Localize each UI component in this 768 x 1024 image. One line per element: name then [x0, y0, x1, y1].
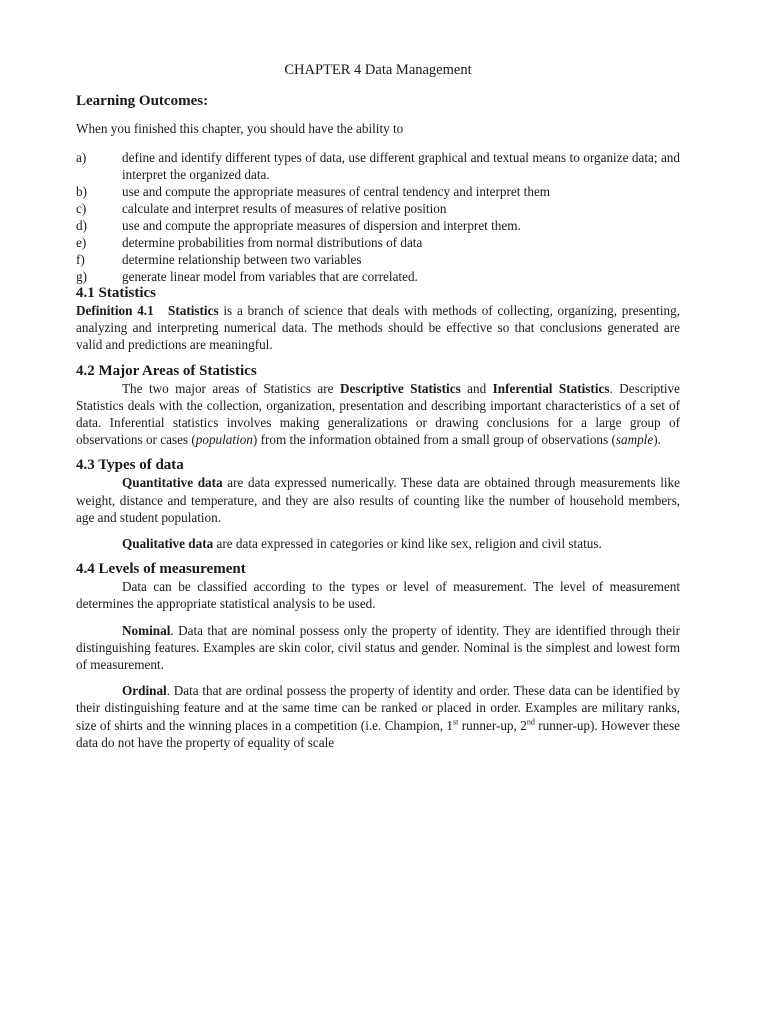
list-item	[76, 217, 680, 234]
list-marker: d)	[76, 218, 87, 233]
section-heading-4-2: 4.2 Major Areas of Statistics	[76, 362, 257, 379]
text-run: runner-up). However these data do not have the property of equality of scale	[76, 717, 681, 750]
list-item-text: determine probabilities from normal distributions of data	[122, 235, 423, 250]
definition-term: Statistics	[168, 303, 219, 318]
chapter-title: CHAPTER 4 Data Management	[284, 62, 472, 78]
text-run: are data expressed numerically. These data are obtained through measurements like weight, distance and temperature, and they are also results of counting like the number of household members, age and student population.	[76, 475, 680, 525]
text-run: . Descriptive Statistics deals with the collection, organization, presentation and describing important characteristics of a set of data. Inferential statistics involves making generalizations or drawing conclusions for a large group of observations or cases (	[76, 380, 680, 448]
term-population: population	[195, 432, 253, 448]
term-quantitative-data: Quantitative data	[122, 475, 223, 491]
nominal-paragraph	[76, 622, 680, 674]
list-item-text: calculate and interpret results of measures of relative position	[122, 201, 447, 216]
superscript: st	[453, 717, 459, 727]
list-item	[76, 183, 680, 200]
section-heading-4-4: 4.4 Levels of measurement	[76, 561, 246, 578]
list-item-text: define and identify different types of data, use different graphical and textual means to organize data; and interpret the organized data.	[122, 150, 680, 182]
ordinal-paragraph	[76, 682, 680, 751]
text-run: runner-up, 2	[458, 717, 527, 733]
learning-outcomes-heading: Learning Outcomes:	[76, 93, 209, 109]
section-heading-4-1: 4.1 Statistics	[76, 285, 156, 301]
list-item	[76, 200, 680, 217]
learning-outcomes-list	[76, 149, 680, 285]
term-ordinal: Ordinal	[122, 683, 167, 699]
levels-intro-paragraph: Data can be classified according to the types or level of measurement. The level of measurement determines the appropriate statistical analysis to be used.	[76, 579, 680, 612]
term-qualitative-data: Qualitative data	[122, 536, 214, 552]
text-run: and	[460, 380, 493, 396]
text-run: ).	[653, 432, 661, 448]
list-marker: e)	[76, 235, 87, 250]
qualitative-data-paragraph	[76, 535, 680, 552]
list-item	[76, 251, 680, 268]
definition-4-1	[76, 302, 680, 354]
text-run: are data expressed in categories or kind like sex, religion and civil status.	[213, 536, 602, 552]
term-sample: sample	[615, 432, 654, 448]
list-item-text: use and compute the appropriate measures of dispersion and interpret them.	[122, 218, 521, 233]
list-item	[76, 268, 680, 285]
list-marker: f)	[76, 252, 85, 267]
list-item	[76, 149, 680, 183]
term-nominal: Nominal	[122, 622, 171, 638]
superscript: nd	[526, 717, 535, 727]
text-run: The two major areas of Statistics are	[122, 380, 340, 396]
definition-label: Definition 4.1	[76, 303, 154, 318]
quantitative-data-paragraph	[76, 474, 680, 526]
list-marker: b)	[76, 184, 87, 199]
text-run: . Data that are nominal possess only the property of identity. They are identified through their distinguishing features. Examples are skin color, civil status and gender. Nominal is the simplest and lowest form of measurement.	[76, 622, 680, 673]
text-run: . Data that are ordinal possess the property of identity and order. These data can be identified by their distinguishing feature and at the same time can be ranked or placed in order. Examples are military ranks, size of shirts and the winning places in a competition (i.e. Champion, 1	[76, 683, 680, 733]
list-item-text: determine relationship between two variables	[122, 252, 362, 267]
list-marker: a)	[76, 150, 87, 165]
term-inferential-statistics: Inferential Statistics	[492, 380, 610, 396]
list-item-text: use and compute the appropriate measures of central tendency and interpret them	[122, 184, 551, 199]
list-marker: g)	[76, 269, 87, 284]
section-heading-4-3: 4.3 Types of data	[76, 457, 184, 474]
major-areas-paragraph	[76, 380, 680, 449]
list-item	[76, 234, 680, 251]
list-marker: c)	[76, 201, 87, 216]
term-descriptive-statistics: Descriptive Statistics	[339, 380, 461, 396]
definition-text: is a branch of science that deals with methods of collecting, organizing, presenting, analyzing and interpreting numerical data. The methods should be effective so that conclusions generated are valid and predictions are meaningful.	[76, 303, 680, 353]
list-item-text: generate linear model from variables that are correlated.	[122, 269, 418, 284]
text-run: ) from the information obtained from a small group of observations (	[252, 432, 616, 448]
learning-outcomes-intro: When you finished this chapter, you should have the ability to	[76, 121, 404, 136]
